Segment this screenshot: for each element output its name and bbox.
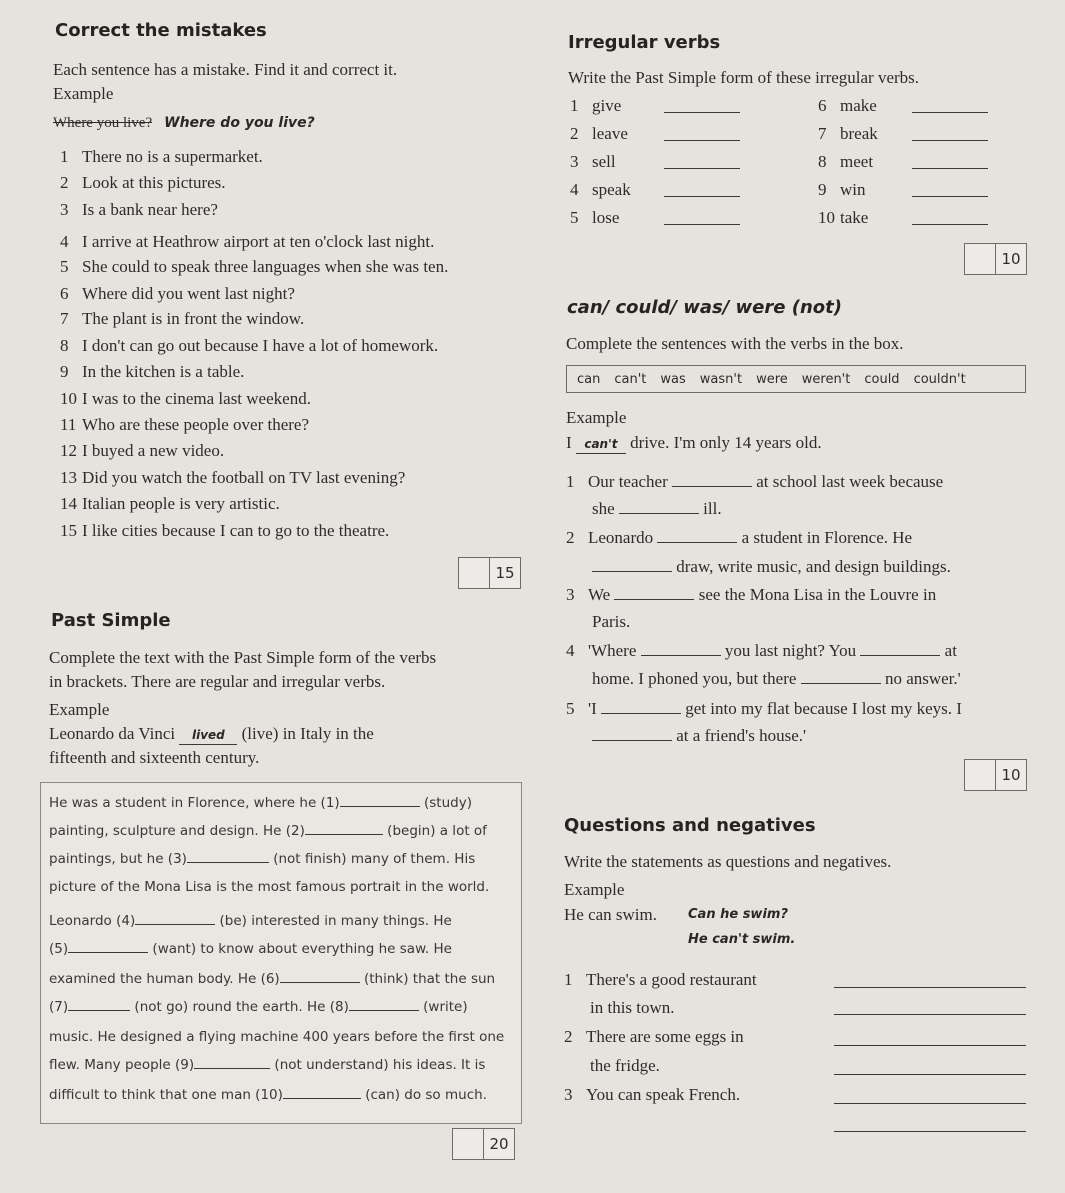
verb-item: 5 lose: [570, 208, 620, 227]
mistake-item: 8 I don't can go out because I have a lot of homework.: [60, 336, 439, 355]
box-word: couldn't: [913, 371, 966, 387]
mistake-item: 2 Look at this pictures.: [60, 173, 226, 192]
verb-item: 10 take: [818, 208, 869, 227]
verb-item: 7 break: [818, 124, 878, 143]
instruction: Write the statements as questions and negatives.: [564, 852, 892, 871]
box-word: wasn't: [699, 371, 743, 387]
mistake-item: 15 I like cities because I can to go to the theatre.: [60, 521, 390, 540]
verb-item: 9 win: [818, 180, 866, 199]
mistake-item: 10 I was to the cinema last weekend.: [60, 389, 311, 408]
answer-line[interactable]: [664, 184, 740, 197]
box-word: could: [864, 371, 900, 387]
instruction: Write the Past Simple form of these irregular verbs.: [568, 68, 920, 87]
mistake-item: 6 Where did you went last night?: [60, 284, 295, 303]
mistake-item: 5 She could to speak three languages when she was ten.: [60, 257, 449, 276]
score-box-past-simple: [452, 1128, 515, 1160]
score-value: 20: [489, 1135, 509, 1153]
answer-line[interactable]: [664, 128, 740, 141]
reading-passage: He was a student in Florence, where he (1) (study) painting, sculpture and design. He (2) (begin) a lot of paintings, but he (3) (not finish) many of them. His picture of the Mona Lisa is the most famous portrait in the world. Leonardo (4) (be) interested in many things. He (5) (want) to know about everything he saw. He examined the human body. He (6) (think) that the sun (7) (not go) round the earth. He (8) (write) music. He designed a flying machine 400 years before the first one flew. Many people (9) (not understand) his ideas. It is difficult to think that one man (10) (can) do so much.: [40, 782, 522, 1124]
box-word: weren't: [801, 371, 851, 387]
mistake-item: 14 Italian people is very artistic.: [60, 494, 280, 513]
instruction-line-2: in brackets. There are regular and irregular verbs.: [49, 672, 386, 691]
answer-line[interactable]: [664, 100, 740, 113]
example-sentence: Leonardo da Vinci lived (live) in Italy in the: [49, 724, 374, 743]
sentence-3-cont: Paris.: [592, 612, 631, 631]
example-sentence-2: fifteenth and sixteenth century.: [49, 748, 260, 767]
answer-line-1a[interactable]: [834, 975, 1026, 988]
sentence-4-cont: home. I phoned you, but there no answer.': [592, 669, 961, 688]
sentence-5: 5 'I get into my flat because I lost my keys. I: [566, 699, 962, 718]
verb-box: [566, 365, 1026, 393]
sentence-2-cont: draw, write music, and design buildings.: [592, 557, 951, 577]
example-wrong: Where you live?: [53, 115, 153, 131]
score-box-can-could: [964, 759, 1027, 791]
section-title-past-simple: Past Simple: [51, 610, 171, 631]
statement-1-cont: in this town.: [590, 998, 675, 1017]
instruction: Complete the sentences with the verbs in the box.: [566, 334, 904, 353]
answer-line-2b[interactable]: [834, 1062, 1026, 1075]
answer-line-1b[interactable]: [834, 1002, 1026, 1015]
mistake-item: 9 In the kitchen is a table.: [60, 362, 245, 381]
answer-line[interactable]: [912, 128, 988, 141]
statement-3: 3 You can speak French.: [564, 1085, 741, 1104]
example-label: Example: [49, 700, 110, 719]
example-label: Example: [564, 880, 625, 899]
verb-item: 1 give: [570, 96, 622, 115]
mistake-item: 7 The plant is in front the window.: [60, 309, 305, 328]
instruction: Each sentence has a mistake. Find it and correct it.: [53, 60, 398, 79]
answer-line[interactable]: [912, 184, 988, 197]
score-value: 10: [1001, 250, 1021, 268]
verb-item: 8 meet: [818, 152, 874, 171]
answer-line-3a[interactable]: [834, 1091, 1026, 1104]
sentence-3: 3 We see the Mona Lisa in the Louvre in: [566, 585, 937, 604]
mistake-item: 11 Who are these people over there?: [60, 415, 310, 434]
mistake-item: 1 There no is a supermarket.: [60, 147, 263, 166]
sentence-5-cont: at a friend's house.': [592, 726, 806, 746]
score-value: 10: [1001, 766, 1021, 784]
verb-item: 3 sell: [570, 152, 616, 171]
section-title-correct: Correct the mistakes: [55, 20, 267, 41]
mistake-item: 13 Did you watch the football on TV last evening?: [60, 468, 406, 487]
answer-line-2a[interactable]: [834, 1033, 1026, 1046]
example-question: Can he swim?: [688, 907, 788, 922]
sentence-2: 2 Leonardo a student in Florence. He: [566, 528, 913, 547]
answer-line-3b[interactable]: [834, 1119, 1026, 1132]
score-box-correct: [458, 557, 521, 589]
box-word: can't: [614, 371, 647, 387]
box-word: was: [660, 371, 686, 387]
sentence-1: 1 Our teacher at school last week because: [566, 472, 944, 491]
example-answer: can't: [584, 437, 618, 451]
verb-item: 4 speak: [570, 180, 631, 199]
mistake-item: 3 Is a bank near here?: [60, 200, 218, 219]
score-value: 15: [495, 564, 515, 582]
example-label: Example: [53, 84, 114, 103]
box-word: were: [756, 371, 788, 387]
answer-line[interactable]: [664, 156, 740, 169]
section-title-irregular: Irregular verbs: [568, 32, 721, 53]
mistake-item: 4 I arrive at Heathrow airport at ten o'clock last night.: [60, 232, 435, 251]
box-word: can: [577, 371, 601, 387]
example-sentence: I can't drive. I'm only 14 years old.: [566, 433, 822, 452]
statement-2-cont: the fridge.: [590, 1056, 660, 1075]
example-line: [53, 114, 315, 132]
example-negative: He can't swim.: [688, 932, 796, 947]
statement-1: 1 There's a good restaurant: [564, 970, 757, 989]
example-answer: Where do you live?: [164, 115, 315, 131]
verb-item: 6 make: [818, 96, 877, 115]
example-label: Example: [566, 408, 627, 427]
mistake-item: 12 I buyed a new video.: [60, 441, 225, 460]
statement-2: 2 There are some eggs in: [564, 1027, 744, 1046]
section-title-questions: Questions and negatives: [564, 815, 816, 836]
instruction-line-1: Complete the text with the Past Simple form of the verbs: [49, 648, 437, 667]
answer-line[interactable]: [912, 156, 988, 169]
sentence-1-cont: she ill.: [592, 499, 722, 518]
answer-line[interactable]: [912, 212, 988, 225]
example-answer: lived: [191, 728, 225, 742]
answer-line[interactable]: [912, 100, 988, 113]
verb-item: 2 leave: [570, 124, 628, 143]
score-box-irregular: [964, 243, 1027, 275]
answer-line[interactable]: [664, 212, 740, 225]
example-statement: He can swim.: [564, 905, 658, 924]
sentence-4: 4 'Where you last night? You at: [566, 641, 957, 660]
section-title-can-could: can/ could/ was/ were (not): [567, 297, 842, 318]
